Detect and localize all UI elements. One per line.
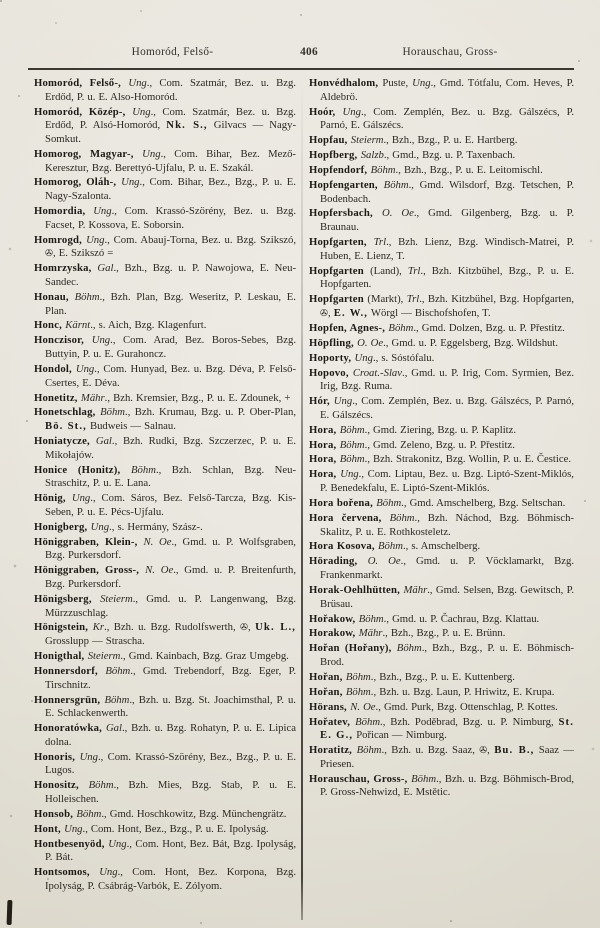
entry-text: Ung bbox=[86, 233, 105, 246]
entry-text: (Markt), bbox=[367, 293, 407, 306]
entry bbox=[309, 540, 574, 554]
entry-text: ., s. Hermány, Szász-. bbox=[109, 520, 203, 533]
entry bbox=[309, 265, 574, 292]
entry-text: Böhm bbox=[370, 163, 396, 176]
entry-text: Hora, bbox=[309, 468, 341, 481]
entry bbox=[309, 686, 574, 700]
entry-text: Wörgl — Bischofshofen, T. bbox=[368, 306, 491, 319]
entry-text: Honigberg, bbox=[34, 520, 91, 533]
entry-text: Böhm bbox=[388, 321, 414, 334]
entry bbox=[34, 823, 296, 837]
column-divider-rule bbox=[301, 77, 303, 920]
entry-text: Trl bbox=[407, 264, 421, 277]
entry-text: ., Gmd. Amschelberg, Bzg. Seltschan. bbox=[401, 496, 566, 509]
entry-text: Böhm bbox=[355, 715, 381, 728]
entry-text: Hořan, bbox=[309, 670, 346, 683]
entry-text: Uk. L., bbox=[255, 621, 296, 634]
entry-text: ., Com. Liptau, Bez. u. Bzg. Liptó-Szent-Miklós, P. Benedekfalu, E. Liptó-Szent-Miklós. bbox=[320, 468, 574, 495]
entry bbox=[309, 149, 574, 163]
entry-text: ., Gmd. u. P. Langenwang, Bzg. Mürzzuschlag. bbox=[45, 592, 296, 619]
entry-text: Ung bbox=[412, 77, 431, 89]
entry-text: O. Oe bbox=[382, 207, 414, 220]
entry-text: Ung bbox=[108, 837, 127, 850]
entry-text: Bu. B., bbox=[494, 744, 535, 757]
entry-text: Homoród, Közép-, bbox=[34, 105, 133, 118]
entry-text: Hořan, bbox=[309, 685, 346, 698]
entry-text: , bbox=[327, 306, 334, 319]
entry-text: Hopfersbach, bbox=[309, 207, 383, 220]
entry-text: Hora, bbox=[309, 438, 340, 451]
entry bbox=[34, 334, 296, 361]
entry-text: Böhm bbox=[339, 423, 365, 436]
entry-text: Honau, bbox=[34, 290, 75, 303]
entry-text: ., Bzh. Mies, Bzg. Stab, P. u. E. Holleischen. bbox=[45, 779, 296, 806]
entry bbox=[34, 593, 296, 620]
entry-text: ., Gmd. Hoschkowitz, Bzg. Münchengrätz. bbox=[101, 807, 287, 820]
entry bbox=[34, 492, 296, 519]
entry-text: Homordia, bbox=[34, 205, 94, 218]
entry-text: Hönigsberg, bbox=[34, 592, 101, 605]
entry-text: Höniggraben, Klein-, bbox=[34, 535, 144, 548]
entry-text: ., Gmd. Trebendorf, Bzg. Eger, P. Tirschnitz. bbox=[45, 664, 296, 691]
entry-text: Hönigstein, bbox=[34, 621, 93, 634]
entry-text: Hopfendorf, bbox=[309, 163, 371, 176]
entry bbox=[34, 148, 296, 175]
entry bbox=[309, 453, 574, 467]
entry-text: Hoór, bbox=[309, 105, 343, 118]
entry-text: Hopfberg, bbox=[309, 149, 361, 162]
entry-text: Bö. St., bbox=[45, 420, 87, 433]
entry bbox=[309, 468, 574, 495]
entry-text: ., Gmd., Bzg. u. P. Taxenbach. bbox=[383, 149, 516, 162]
entry-text: ., Bzh. u. Bzg. St. Joachimsthal, P. u. E. Schlackenwerth. bbox=[45, 693, 296, 720]
entry-text: ., Com. Krassó-Szörény, Bez. u. Bzg. Facset, P. Kossova, E. Soborsin. bbox=[45, 205, 296, 231]
entry-text: , bbox=[487, 744, 495, 757]
entry-text: Saaz — Priesen. bbox=[320, 744, 574, 770]
entry bbox=[309, 236, 574, 263]
entry-text: Gal bbox=[95, 435, 112, 448]
entry bbox=[309, 367, 574, 394]
entry-text: ., Gmd. Zeleno, Bzg. u. P. Přestitz. bbox=[364, 438, 515, 451]
entry-text: ., Bzh. u. Bzg. Rudolfswerth, bbox=[104, 621, 241, 634]
entry-text: Hönig, bbox=[34, 492, 72, 505]
entry bbox=[309, 555, 574, 582]
entry-text: Ung bbox=[142, 147, 161, 160]
entry-text: ., Bzh. Poděbrad, Bzg. u. P. Nimburg, bbox=[380, 715, 559, 728]
entry bbox=[34, 176, 296, 203]
entry-text: Kärnt bbox=[65, 319, 91, 332]
entry-text: Hořatev, bbox=[309, 715, 356, 728]
entry bbox=[34, 464, 296, 491]
entry-text: Hörans, bbox=[309, 700, 351, 713]
entry-text: Böhm bbox=[339, 438, 365, 451]
entry-text: Ung bbox=[333, 395, 353, 408]
entry bbox=[34, 205, 296, 232]
entry-text: Honiatycze, bbox=[34, 435, 96, 448]
entry-text: Böhm bbox=[345, 670, 371, 683]
entry-text: (Land), bbox=[370, 264, 408, 277]
entry-text: Hontsomos, bbox=[34, 866, 100, 879]
entry bbox=[309, 293, 574, 320]
entry bbox=[34, 838, 296, 865]
header-rule bbox=[28, 68, 574, 70]
entry-text: Homoród, Felső-, bbox=[34, 77, 129, 89]
entry-text: ., Bzh., Bzg., P. u. E. Kuttenberg. bbox=[370, 670, 515, 683]
entry-text: Böhm bbox=[389, 511, 415, 524]
entry-text: ., Gmd. Purk, Bzg. Ottenschlag, P. Kottes. bbox=[375, 700, 558, 713]
entry bbox=[309, 164, 574, 178]
entry-text: Honnersdorf, bbox=[34, 664, 106, 677]
entry-text: ., s. Amschelberg. bbox=[402, 540, 481, 553]
entry-text: Höpfling, bbox=[309, 336, 358, 349]
entry bbox=[34, 291, 296, 318]
entry-text: Böhm bbox=[358, 612, 384, 625]
entry-text: ., Gmd. u. P. Eggelsberg, Bzg. Wildshut. bbox=[383, 336, 559, 349]
entry-text: ., Bzh. u. Bzg. Böhmisch-Brod, P. Gross-Nehwizd, E. Mstětic. bbox=[320, 772, 574, 799]
entry-text: Puste, bbox=[382, 77, 413, 89]
entry-text: ., Gmd. Gilgenberg, Bzg. u. P. Braunau. bbox=[320, 207, 574, 234]
entry bbox=[34, 262, 296, 289]
entry bbox=[34, 722, 296, 749]
entry bbox=[34, 319, 296, 333]
entry bbox=[309, 671, 574, 685]
entry-text: Budweis — Salnau. bbox=[86, 420, 176, 433]
entry-text: Gal bbox=[105, 722, 122, 735]
entry-text: Ung bbox=[342, 105, 361, 118]
entry bbox=[309, 352, 574, 366]
entry-text: Hopovo, bbox=[309, 366, 353, 379]
entry-text: Honvédhalom, bbox=[309, 77, 383, 89]
entry-text: Hořan (Hořany), bbox=[309, 642, 397, 655]
entry-text: Böhm bbox=[88, 779, 114, 792]
running-head-left: Homoród, Felső- bbox=[131, 46, 214, 58]
entry-text: Honnersgrün, bbox=[34, 693, 105, 706]
entry-text: ., Gmd. u. P. Breitenfurth, Bzg. Purkersdorf. bbox=[45, 564, 296, 590]
entry-text: O. Oe bbox=[357, 336, 384, 349]
entry-text: Hopfen, Agnes-, bbox=[309, 321, 389, 334]
entry bbox=[34, 665, 296, 692]
entry-text: Böhm bbox=[339, 453, 365, 466]
entry-text: E. W., bbox=[333, 306, 369, 319]
entry-text: Böhm bbox=[76, 807, 102, 820]
entry-text: Mähr bbox=[358, 627, 383, 640]
entry-text: O. Oe bbox=[367, 555, 401, 568]
entry bbox=[34, 106, 296, 147]
entry-text: Hopfengarten, bbox=[309, 178, 384, 191]
entry bbox=[34, 751, 296, 778]
entry-text: ., Com. Abauj-Torna, Bez. u. Bzg. Szikszó, bbox=[104, 233, 296, 246]
entry-text: Hopfgarten bbox=[309, 264, 371, 277]
entry bbox=[309, 744, 574, 771]
entry-text: Hörading, bbox=[309, 555, 368, 568]
entry bbox=[34, 521, 296, 535]
entry-text: ., Com. Szatmár, Bez. u. Bzg. Erdőd, P. Alsó-Homoród, bbox=[45, 105, 296, 132]
entry bbox=[34, 536, 296, 563]
entry bbox=[309, 207, 574, 234]
entry-text: , bbox=[248, 621, 256, 634]
entry-text: ., Com. Hunyad, Bez. u. Bzg. Déva, P. Felső-Csertes, E. Déva. bbox=[45, 362, 296, 389]
entry bbox=[309, 701, 574, 715]
entry-text: Nk. S., bbox=[166, 119, 208, 132]
entry-text: Ung bbox=[91, 334, 111, 347]
entry-text: Ung bbox=[340, 468, 359, 481]
entry-text: ., Com. Sáros, Bez. Felső-Tarcza, Bzg. Kis-Seben, P. u. E. Pécs-Ujfalu. bbox=[45, 492, 296, 518]
entry bbox=[309, 337, 574, 351]
entry bbox=[34, 866, 296, 893]
entry-text: Hořakow, bbox=[309, 612, 359, 625]
entry-text: ., Bzh. Strakonitz, Bzg. Wollin, P. u. E. Čestice. bbox=[364, 453, 572, 466]
entry-text: Ung bbox=[93, 205, 112, 218]
entry-text: ., Bzh. Schlan, Bzg. Neu-Straschitz, P. u. E. Lana. bbox=[45, 463, 296, 490]
entry-text: Horak-Oehlhütten, bbox=[309, 583, 404, 596]
entry-text: ., Com. Zemplén, Bez. u. Bzg. Gálszécs, P. Parnó, E. Gálszécs. bbox=[320, 105, 574, 132]
entry-text: ., Com. Bihar, Bez., Bzg., P. u. E. Nagy-Szalonta. bbox=[45, 176, 296, 203]
entry-text: Hontbesenyöd, bbox=[34, 837, 109, 850]
entry-text: ., Com. Hont, Bez., Bzg., P. u. E. Ipolyság. bbox=[82, 822, 269, 835]
entry-text: Böhm bbox=[396, 642, 422, 655]
entry-text: ., Bzh. u. Bzg. Saaz, bbox=[381, 744, 480, 757]
entry-text: Homorog, Oláh-, bbox=[34, 176, 122, 189]
entry-text: St. E. G., bbox=[320, 715, 574, 742]
entry-text: ., Com. Szatmár, Bez. u. Bzg. Erdőd, P. u. E. Also-Homoród. bbox=[45, 77, 296, 103]
entry-text: N. Oe bbox=[143, 535, 172, 548]
entry-text: ., Bzh., Bzg. u. P. Nawojowa, E. Neu-Sandec. bbox=[45, 262, 296, 288]
entry-text: N. Oe bbox=[350, 700, 376, 713]
entry-text: ., Bzh. Kitzbühel, Bzg. Hopfgarten, bbox=[419, 293, 574, 306]
entry-text: ., Bzh., Bzg., P. u. E. Hartberg. bbox=[383, 134, 518, 147]
entry bbox=[34, 406, 296, 433]
entry-text: Böhm bbox=[345, 685, 371, 698]
entry-text: Honczisor, bbox=[34, 334, 92, 347]
entry-text: Mähr bbox=[80, 391, 105, 404]
entry bbox=[34, 808, 296, 822]
entry-text: Honetitz, bbox=[34, 391, 81, 404]
entry-text: Ung bbox=[128, 77, 147, 89]
running-head-right: Horauschau, Gross- bbox=[402, 46, 498, 58]
entry-text: Honoris, bbox=[34, 750, 80, 763]
entry bbox=[309, 613, 574, 627]
entry-text: Böhm bbox=[356, 744, 382, 757]
entry-text: Ung bbox=[64, 822, 83, 835]
entry bbox=[309, 106, 574, 133]
entry-text: Mähr bbox=[403, 583, 428, 596]
entry-text: Hopfgarten bbox=[309, 293, 368, 306]
entry-text: ., Com. Hont, Bez. Bát, Bzg. Ipolyság, P. Bát. bbox=[45, 837, 296, 864]
entry-text: ., Bzh. Kitzbühel, Bzg., P. u. E. Hopfgarten. bbox=[320, 264, 574, 291]
entry-text: Hopfau, bbox=[309, 134, 351, 147]
entry bbox=[309, 627, 574, 641]
entry-text: Hoporty, bbox=[309, 351, 355, 364]
entry-text: Böhm bbox=[74, 290, 100, 303]
entry bbox=[309, 512, 574, 539]
entry-text: Böhm bbox=[131, 463, 156, 476]
entry-text: ., Bzh. Krumau, Bzg. u. P. Ober-Plan, bbox=[125, 406, 296, 419]
entry-text: ., Com. Hont, Bez. Korpona, Bzg. Ipolyság, P. Csábrág-Varbók, E. Zólyom. bbox=[45, 866, 296, 892]
entry-text: N. Oe bbox=[145, 564, 174, 577]
entry-text: ., Gmd. Selsen, Bzg. Gewitsch, P. Brüsau. bbox=[320, 583, 574, 610]
entry bbox=[34, 694, 296, 721]
entry bbox=[309, 439, 574, 453]
entry bbox=[34, 363, 296, 390]
entry-text: Trl bbox=[406, 293, 420, 306]
entry-text: Hopfgarten, bbox=[309, 236, 374, 249]
entry-text: Höniggraben, Gross-, bbox=[34, 564, 146, 577]
entry-text: Steierm bbox=[100, 592, 133, 605]
entry bbox=[309, 134, 574, 148]
entry-text: Honigthal, bbox=[34, 650, 88, 663]
entry-text: Hora, bbox=[309, 453, 340, 466]
entry-text: Böhm bbox=[383, 178, 409, 191]
entry-text: Honsob, bbox=[34, 807, 77, 820]
entry-text: Pořican — Nimburg. bbox=[353, 729, 447, 742]
entry-text: Grosslupp — Strascha. bbox=[45, 635, 145, 648]
entry bbox=[309, 77, 574, 104]
entry-text: ., Gmd. Wilsdorf, Bzg. Tetschen, P. Bodenbach. bbox=[320, 178, 574, 205]
entry-text: ., Gmd. u. P. Irig, Com. Syrmien, Bez. Irig, Bzg. Ruma. bbox=[320, 366, 574, 393]
entry-text: Honice (Honitz), bbox=[34, 463, 132, 476]
entry-text: Honoratówka, bbox=[34, 722, 106, 735]
entry-text: Kr bbox=[92, 621, 105, 634]
entry-text: Homrzyska, bbox=[34, 262, 98, 275]
entry-text: Böhm bbox=[100, 406, 126, 419]
entry bbox=[309, 395, 574, 422]
entry-text: Honetschlag, bbox=[34, 406, 101, 419]
entry-text: ., Gmd. Ziering, Bzg. u. P. Kaplitz. bbox=[364, 423, 517, 436]
entry bbox=[34, 77, 296, 104]
entry bbox=[309, 322, 574, 336]
entry bbox=[309, 716, 574, 743]
entry-text: ., Gmd. Kainbach, Bzg. Graz Umgebg. bbox=[120, 650, 289, 663]
entry bbox=[34, 392, 296, 406]
telegraph-icon: ✇ bbox=[45, 248, 53, 260]
entry-text: Böhm bbox=[104, 693, 130, 706]
entry bbox=[34, 234, 296, 261]
entry-text: ., Com. Arad, Bez. Boros-Sebes, Bzg. Buttyin, P. u. E. Gurahoncz. bbox=[45, 334, 296, 361]
entry-text: Homorog, Magyar-, bbox=[34, 147, 143, 160]
entry-text: ., Gmd. u. P. Čachrau, Bzg. Klattau. bbox=[383, 612, 540, 625]
entry-text: ., Bzh., Bzg., P. u. E. Böhmisch-Brod. bbox=[320, 642, 574, 668]
entry-text: ., s. Sóstófalu. bbox=[372, 351, 435, 364]
scan-edge-mark bbox=[7, 900, 13, 925]
entry-text: Ung bbox=[132, 105, 151, 118]
entry-text: Honositz, bbox=[34, 779, 89, 792]
entry-text: Böhm bbox=[105, 664, 131, 677]
entry bbox=[34, 779, 296, 806]
entry-text: Hora, bbox=[309, 423, 340, 436]
page-number: 406 bbox=[300, 46, 318, 58]
entry-text: Böhm bbox=[411, 772, 437, 785]
entry-text: Steierm bbox=[87, 650, 121, 663]
entry-text: Hora bořena, bbox=[309, 496, 377, 509]
entry-text: ., Bzh., Bzg., P. u. E. Leitomischl. bbox=[395, 163, 543, 176]
entry-text: Steierm bbox=[350, 134, 384, 147]
entry-text: Salzb bbox=[360, 149, 384, 162]
entry-text: Trl bbox=[373, 236, 387, 249]
entry-text: ., Bzh. u. Bzg. Rohatyn, P. u. E. Lipica dolna. bbox=[45, 722, 296, 748]
entry bbox=[34, 435, 296, 462]
entry-text: Honc, bbox=[34, 319, 66, 332]
entry-text: Böhm bbox=[376, 496, 402, 509]
column-right bbox=[309, 77, 574, 923]
entry-text: Horauschau, Gross-, bbox=[309, 772, 412, 785]
entry bbox=[309, 773, 574, 800]
entry-text: Hora červena, bbox=[309, 511, 390, 524]
telegraph-icon: ✇ bbox=[240, 622, 249, 634]
entry bbox=[309, 497, 574, 511]
column-left bbox=[34, 77, 296, 923]
entry-text: Ung bbox=[90, 520, 110, 533]
entry-text: ., Gmd. Tótfalu, Com. Heves, P. Aldebrö. bbox=[320, 77, 574, 103]
entry-text: Gal bbox=[97, 262, 114, 275]
entry-text: ., Gmd. Dolzen, Bzg. u. P. Přestitz. bbox=[413, 321, 565, 334]
entry-text: Horatitz, bbox=[309, 744, 357, 757]
entry-text: ., Bzh. Náchod, Bzg. Böhmisch-Skalitz, P. u. E. Rothkosteletz. bbox=[320, 511, 574, 538]
entry-text: ., Bzh., Bzg., P. u. E. Brünn. bbox=[382, 627, 506, 640]
entry-text: Gilvacs — Nagy-Somkut. bbox=[45, 119, 296, 145]
entry-text: Ung bbox=[99, 866, 118, 879]
entry bbox=[309, 642, 574, 669]
entry-text: ., Bzh. Kremsier, Bzg., P. u. E. Zdounek, + bbox=[104, 391, 291, 404]
entry bbox=[309, 584, 574, 611]
entry-text: Croat.-Slav bbox=[352, 366, 403, 379]
entry-text: ., Com. Krassó-Szörény, Bez., Bzg., P. u. E. Lugos. bbox=[45, 750, 296, 777]
entry-text: ., Bzh. Lienz, Bzg. Windisch-Matrei, P. Huben, E. Lienz, T. bbox=[320, 236, 574, 262]
entry-text: ., Gmd. u. P. Wolfsgraben, Bzg. Purkersdorf. bbox=[45, 535, 296, 562]
entry-text: , E. Szikszó = bbox=[52, 247, 114, 260]
entry-text: ., Bzh. Rudki, Bzg. Szczerzec, P. u. E. Mikołajów. bbox=[45, 435, 296, 461]
entry-text: Hont, bbox=[34, 822, 65, 835]
entry-text: Ung bbox=[354, 351, 373, 364]
entry-text: ., Com. Bihar, Bez. Mező-Keresztur, Bzg. Berettyó-Ujfalu, P. u. E. Szakál. bbox=[45, 147, 296, 174]
entry-text: Hora Kosova, bbox=[309, 540, 379, 553]
entry-text: Ung bbox=[79, 750, 98, 763]
scan-speckles bbox=[0, 0, 2, 2]
entry bbox=[34, 621, 296, 648]
entry-text: Ung bbox=[75, 362, 95, 375]
entry bbox=[34, 564, 296, 591]
telegraph-icon: ✇ bbox=[479, 745, 488, 757]
entry-text: ., Com. Zemplén, Bez. u. Bzg. Gálszécs, P. Parnó, E. Gálszécs. bbox=[320, 395, 574, 421]
entry bbox=[309, 179, 574, 206]
entry-text: ., Bzh. u. Bzg. Laun, P. Hriwitz, E. Krupa. bbox=[370, 685, 555, 698]
entry-text: Böhm bbox=[378, 540, 403, 553]
entry bbox=[34, 650, 296, 664]
entry-text: ., s. Aich, Bzg. Klagenfurt. bbox=[90, 319, 207, 332]
entry-text: Homrogd, bbox=[34, 233, 87, 246]
entry bbox=[309, 424, 574, 438]
entry-text: ., Gmd. u. P. Vöcklamarkt, Bzg. Frankenmarkt. bbox=[320, 555, 574, 582]
entry-text: Hór, bbox=[309, 395, 334, 408]
entry-text: Ung bbox=[71, 492, 91, 505]
telegraph-icon: ✇ bbox=[320, 307, 328, 319]
entry-text: Ung bbox=[121, 176, 140, 189]
entry-text: ., Bzh. Plan, Bzg. Weseritz, P. Leskau, E. Plan. bbox=[45, 290, 296, 317]
entry-text: Hondol, bbox=[34, 362, 76, 375]
entry-text: Horakow, bbox=[309, 627, 359, 640]
